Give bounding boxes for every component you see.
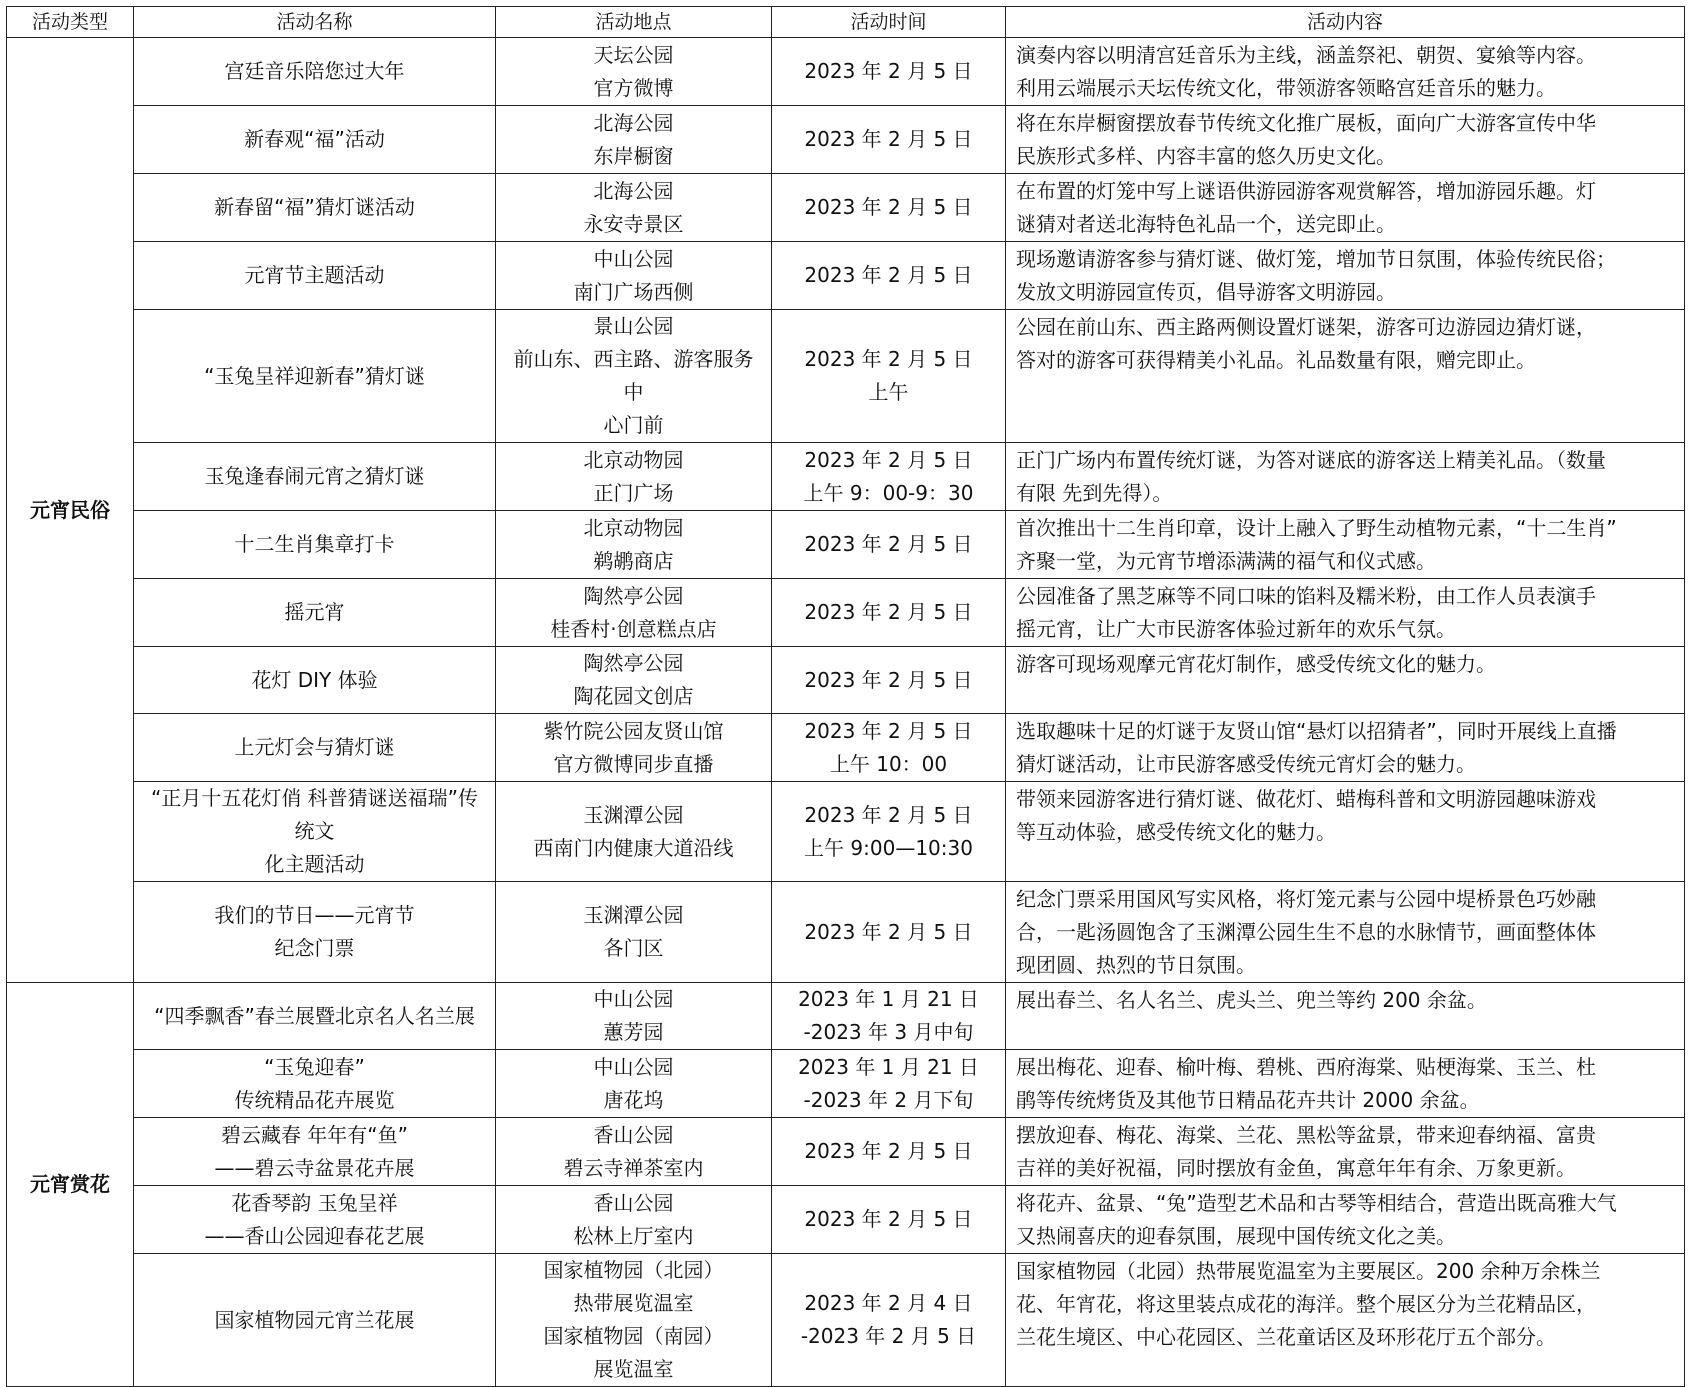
activity-place-cell-line: 北京动物园 (583, 447, 684, 472)
activity-name-cell-line: 化主题活动 (264, 852, 365, 876)
activity-content-cell (1006, 443, 1685, 511)
activity-time-cell (772, 714, 1006, 782)
activity-place-cell-line: 前山东、西主路、游客服务中 (513, 347, 754, 404)
activity-time-cell-line: 2023 年 2 月 5 日 (804, 195, 973, 219)
activity-name-cell-line: 花灯 DIY 体验 (251, 667, 378, 692)
activity-name-cell (134, 443, 496, 511)
activity-time-cell-line: 2023 年 2 月 5 日 (804, 59, 973, 83)
activity-name-cell-line: 上元灯会与猜灯谜 (234, 735, 395, 759)
activity-name-cell (134, 38, 496, 106)
activity-content-cell-line: 民族形式多样、内容丰富的悠久历史文化。 (1016, 144, 1396, 168)
activity-place-cell-line: 碧云寺禅茶室内 (563, 1155, 704, 1180)
activity-time-cell-line: -2023 年 3 月中旬 (803, 1020, 974, 1044)
activity-time-cell (772, 882, 1006, 983)
header-activity-name: 活动名称 (134, 7, 496, 38)
activity-time-cell-line: -2023 年 2 月下旬 (803, 1087, 974, 1112)
activity-name-cell-line: “玉兔呈祥迎新春”猜灯谜 (204, 363, 425, 388)
activity-content-cell (1006, 242, 1685, 310)
activity-name-cell (134, 1118, 496, 1186)
activity-content-cell (1006, 38, 1685, 106)
table-row (7, 242, 1685, 310)
activity-place-cell-line: 北京动物园 (583, 515, 684, 540)
activity-name-cell-line: 纪念门票 (274, 936, 355, 960)
activity-place-cell-line: 热带展览温室 (573, 1291, 694, 1315)
activity-time-cell-line: 2023 年 2 月 5 日 (804, 263, 973, 287)
activity-name-cell (134, 1186, 496, 1254)
table-row (7, 983, 1685, 1050)
activity-content-cell (1006, 1186, 1685, 1254)
activity-table (6, 6, 1685, 1387)
activity-place-cell (496, 1186, 772, 1254)
activity-place-cell-line: 南门广场西侧 (573, 279, 694, 304)
activity-time-cell-line: 2023 年 1 月 21 日 (798, 987, 979, 1011)
activity-name-cell (134, 174, 496, 242)
activity-content-cell-line: 纪念门票采用国风写实风格，将灯笼元素与公园中堤桥景色巧妙融 (1016, 887, 1596, 911)
activity-content-cell-line: 有限 先到先得）。 (1016, 481, 1173, 505)
activity-place-cell-line: 中山公园 (593, 1054, 674, 1079)
activity-time-cell-line: 2023 年 2 月 5 日 (804, 532, 973, 556)
activity-place-cell-line: 东岸橱窗 (593, 143, 674, 168)
activity-content-cell-line: 鹃等传统烤货及其他节日精品花卉共计 2000 余盆。 (1016, 1088, 1480, 1112)
activity-time-cell (772, 106, 1006, 174)
activity-content-cell-line: 展出春兰、名人名兰、虎头兰、兜兰等约 200 余盆。 (1016, 988, 1487, 1012)
category-cell: 元宵赏花 (7, 983, 134, 1387)
activity-time-cell (772, 1050, 1006, 1118)
activity-place-cell-line: 中山公园 (593, 987, 674, 1011)
activity-place-cell-line: 天坛公园 (593, 42, 674, 67)
table-row (7, 174, 1685, 242)
activity-name-cell (134, 882, 496, 983)
activity-content-cell-line: 展出梅花、迎春、榆叶梅、碧桃、西府海棠、贴梗海棠、玉兰、杜 (1016, 1055, 1596, 1079)
activity-content-cell-line: 公园在前山东、西主路两侧设置灯谜架，游客可边游园边猜灯谜， (1016, 315, 1596, 339)
activity-content-cell-line: 利用云端展示天坛传统文化，带领游客领略宫廷音乐的魅力。 (1016, 76, 1556, 100)
activity-time-cell-line: 2023 年 2 月 5 日 (804, 919, 973, 944)
activity-place-cell-line: 心门前 (603, 413, 664, 437)
activity-place-cell (496, 511, 772, 579)
activity-place-cell-line: 香山公园 (593, 1190, 674, 1215)
activity-time-cell (772, 443, 1006, 511)
activity-place-cell (496, 1254, 772, 1387)
activity-content-cell-line: 谜猜对者送北海特色礼品一个，送完即止。 (1016, 212, 1396, 236)
table-row (7, 38, 1685, 106)
activity-name-cell-line: ——香山公园迎春花艺展 (204, 1223, 425, 1248)
activity-content-cell (1006, 782, 1685, 882)
activity-place-cell (496, 782, 772, 882)
activity-content-cell-line: 在布置的灯笼中写上谜语供游园游客观赏解答，增加游园乐趣。灯 (1016, 179, 1596, 203)
table-row (7, 579, 1685, 647)
activity-time-cell-line: -2023 年 2 月 5 日 (800, 1324, 977, 1348)
table-row (7, 511, 1685, 579)
header-activity-content: 活动内容 (1006, 7, 1685, 38)
activity-time-cell-line: 2023 年 2 月 4 日 (804, 1291, 973, 1315)
activity-place-cell (496, 1118, 772, 1186)
activity-name-cell-line: 宫廷音乐陪您过大年 (224, 59, 405, 83)
activity-time-cell (772, 242, 1006, 310)
activity-name-cell-line: 玉兔逢春闹元宵之猜灯谜 (204, 464, 425, 488)
activity-name-cell-line: 花香琴韵 玉兔呈祥 (231, 1190, 398, 1215)
activity-content-cell-line: 演奏内容以明清宫廷音乐为主线，涵盖祭祀、朝贺、宴飨等内容。 (1016, 43, 1596, 67)
activity-name-cell-line: 我们的节日——元宵节 (214, 903, 415, 927)
category-cell: 元宵民俗 (7, 38, 134, 983)
activity-content-cell-line: 猜灯谜活动，让市民游客感受传统元宵灯会的魅力。 (1016, 752, 1476, 776)
activity-place-cell (496, 1050, 772, 1118)
table-row (7, 443, 1685, 511)
activity-time-cell-line: 2023 年 2 月 5 日 (804, 347, 973, 371)
activity-name-cell (134, 782, 496, 882)
activity-content-cell-line: 花、年宵花，将这里装点成花的海洋。整个展区分为兰花精品区， (1016, 1292, 1596, 1316)
activity-content-cell (1006, 1050, 1685, 1118)
activity-content-cell-line: 正门广场内布置传统灯谜，为答对谜底的游客送上精美礼品。（数量 (1016, 448, 1606, 472)
activity-content-cell-line: 将花卉、盆景、“兔”造型艺术品和古琴等相结合，营造出既高雅大气 (1016, 1191, 1617, 1215)
activity-time-cell (772, 782, 1006, 882)
activity-content-cell (1006, 882, 1685, 983)
table-row (7, 1118, 1685, 1186)
activity-place-cell-line: 永安寺景区 (583, 211, 684, 236)
activity-place-cell-line: 中山公园 (593, 246, 674, 271)
activity-content-cell-line: 游客可现场观摩元宵花灯制作，感受传统文化的魅力。 (1016, 652, 1496, 676)
activity-time-cell-line: 2023 年 2 月 5 日 (804, 127, 973, 151)
activity-content-cell (1006, 647, 1685, 714)
activity-name-cell (134, 579, 496, 647)
activity-time-cell (772, 511, 1006, 579)
activity-content-cell-line: 将在东岸橱窗摆放春节传统文化推广展板，面向广大游客宣传中华 (1016, 111, 1596, 135)
activity-place-cell-line: 官方微博同步直播 (553, 751, 714, 776)
activity-place-cell-line: 玉渊潭公园 (583, 903, 684, 927)
activity-time-cell (772, 174, 1006, 242)
activity-place-cell-line: 桂香村·创意糕点店 (550, 616, 717, 641)
activity-content-cell (1006, 511, 1685, 579)
activity-name-cell (134, 310, 496, 443)
activity-place-cell (496, 714, 772, 782)
activity-time-cell (772, 1254, 1006, 1387)
activity-content-cell-line: 答对的游客可获得精美小礼品。礼品数量有限，赠完即止。 (1016, 348, 1536, 372)
activity-place-cell-line: 各门区 (603, 936, 664, 960)
activity-name-cell (134, 1254, 496, 1387)
activity-time-cell-line: 上午 9:00—10:30 (804, 835, 973, 860)
activity-time-cell (772, 1186, 1006, 1254)
table-row (7, 106, 1685, 174)
activity-name-cell-line: “玉兔迎春” (264, 1054, 365, 1079)
activity-time-cell-line: 2023 年 1 月 21 日 (798, 1054, 979, 1079)
table-body (7, 38, 1685, 1387)
activity-place-cell-line: 紫竹院公园友贤山馆 (543, 718, 724, 743)
table-row (7, 647, 1685, 714)
activity-name-cell-line: ——碧云寺盆景花卉展 (214, 1155, 415, 1180)
activity-content-cell-line: 摇元宵，让广大市民游客体验过新年的欢乐气氛。 (1016, 617, 1456, 641)
activity-content-cell-line: 现团圆、热烈的节日氛围。 (1016, 953, 1256, 977)
activity-content-cell (1006, 106, 1685, 174)
activity-name-cell-line: “四季飘香”春兰展暨北京名人名兰展 (154, 1003, 475, 1028)
activity-place-cell (496, 983, 772, 1050)
activity-content-cell-line: 发放文明游园宣传页，倡导游客文明游园。 (1016, 280, 1396, 304)
activity-time-cell-line: 上午 (868, 380, 909, 404)
activity-name-cell-line: 新春观“福”活动 (244, 127, 385, 151)
activity-name-cell (134, 242, 496, 310)
activity-name-cell-line: 元宵节主题活动 (244, 263, 385, 287)
activity-place-cell-line: 官方微博 (593, 75, 674, 100)
table-row (7, 1050, 1685, 1118)
activity-place-cell-line: 国家植物园（北园） (543, 1258, 724, 1282)
activity-content-cell-line: 选取趣味十足的灯谜于友贤山馆“悬灯以招猜者”，同时开展线上直播 (1016, 719, 1617, 743)
table-row (7, 882, 1685, 983)
activity-place-cell-line: 陶花园文创店 (573, 684, 694, 708)
activity-content-cell-line: 公园准备了黑芝麻等不同口味的馅料及糯米粉，由工作人员表演手 (1016, 584, 1596, 608)
activity-place-cell-line: 陶然亭公园 (583, 651, 684, 675)
activity-name-cell (134, 1050, 496, 1118)
activity-time-cell-line: 2023 年 2 月 5 日 (804, 667, 973, 692)
activity-name-cell-line: “正月十五花灯俏 科普猜谜送福瑞”传统文 (150, 786, 479, 843)
activity-content-cell-line: 吉祥的美好祝福，同时摆放有金鱼，寓意年年有余、万象更新。 (1016, 1156, 1576, 1180)
activity-place-cell-line: 北海公园 (593, 110, 674, 135)
activity-name-cell-line: 碧云藏春 年年有“鱼” (220, 1122, 409, 1147)
activity-time-cell-line: 上午 10：00 (829, 751, 948, 776)
activity-place-cell (496, 443, 772, 511)
activity-content-cell-line: 国家植物园（北园）热带展览温室为主要展区。200 余种万余株兰 (1016, 1259, 1601, 1283)
activity-time-cell-line: 2023 年 2 月 5 日 (804, 1139, 973, 1163)
activity-place-cell-line: 景山公园 (593, 314, 674, 338)
activity-time-cell-line: 2023 年 2 月 5 日 (804, 1207, 973, 1231)
table-row (7, 310, 1685, 443)
table-row (7, 1254, 1685, 1387)
activity-place-cell (496, 242, 772, 310)
activity-time-cell-line: 2023 年 2 月 5 日 (804, 447, 973, 472)
activity-time-cell-line: 2023 年 2 月 5 日 (804, 600, 973, 624)
activity-content-cell-line: 带领来园游客进行猜灯谜、做花灯、蜡梅科普和文明游园趣味游戏 (1016, 787, 1596, 811)
activity-content-cell (1006, 1254, 1685, 1387)
activity-place-cell-line: 国家植物园（南园） (543, 1324, 724, 1348)
activity-place-cell (496, 882, 772, 983)
table-row (7, 714, 1685, 782)
header-activity-type: 活动类型 (7, 7, 134, 38)
activity-content-cell (1006, 579, 1685, 647)
activity-content-cell-line: 合，一匙汤圆饱含了玉渊潭公园生生不息的水脉情节，画面整体体 (1016, 920, 1596, 944)
activity-place-cell-line: 正门广场 (593, 480, 674, 505)
activity-content-cell-line: 兰花生境区、中心花园区、兰花童话区及环形花厅五个部分。 (1016, 1325, 1556, 1349)
activity-name-cell (134, 511, 496, 579)
activity-content-cell-line: 摆放迎春、梅花、海棠、兰花、黑松等盆景，带来迎春纳福、富贵 (1016, 1123, 1596, 1147)
activity-place-cell-line: 北海公园 (593, 178, 674, 203)
activity-content-cell-line: 首次推出十二生肖印章，设计上融入了野生动植物元素，“十二生肖” (1016, 516, 1617, 540)
activity-name-cell-line: 新春留“福”猜灯谜活动 (214, 195, 415, 219)
activity-place-cell (496, 310, 772, 443)
activity-time-cell-line: 2023 年 2 月 5 日 (804, 718, 973, 743)
activity-name-cell-line: 十二生肖集章打卡 (234, 532, 395, 556)
activity-content-cell (1006, 310, 1685, 443)
activity-name-cell (134, 647, 496, 714)
activity-content-cell (1006, 983, 1685, 1050)
activity-place-cell-line: 陶然亭公园 (583, 583, 684, 608)
header-activity-place: 活动地点 (496, 7, 772, 38)
activity-content-cell (1006, 1118, 1685, 1186)
activity-name-cell (134, 714, 496, 782)
header-row (7, 7, 1685, 38)
activity-time-cell (772, 310, 1006, 443)
activity-content-cell-line: 等互动体验，感受传统文化的魅力。 (1016, 820, 1336, 844)
activity-name-cell-line: 国家植物园元宵兰花展 (214, 1307, 415, 1332)
activity-content-cell-line: 齐聚一堂，为元宵节增添满满的福气和仪式感。 (1016, 549, 1436, 573)
activity-time-cell (772, 983, 1006, 1050)
activity-time-cell-line: 上午 9：00-9：30 (803, 480, 974, 505)
activity-content-cell (1006, 174, 1685, 242)
activity-name-cell (134, 983, 496, 1050)
table-row (7, 1186, 1685, 1254)
activity-place-cell-line: 展览温室 (593, 1357, 674, 1381)
activity-time-cell (772, 1118, 1006, 1186)
activity-content-cell-line: 现场邀请游客参与猜灯谜、做灯笼，增加节日氛围，体验传统民俗； (1016, 247, 1616, 271)
activity-place-cell-line: 唐花坞 (603, 1087, 664, 1112)
activity-place-cell (496, 174, 772, 242)
activity-name-cell (134, 106, 496, 174)
activity-place-cell-line: 蕙芳园 (603, 1020, 664, 1044)
activity-time-cell (772, 38, 1006, 106)
activity-place-cell-line: 西南门内健康大道沿线 (533, 835, 734, 860)
activity-place-cell-line: 鹈鹕商店 (593, 548, 674, 573)
activity-name-cell-line: 摇元宵 (284, 600, 345, 624)
activity-place-cell (496, 647, 772, 714)
activity-time-cell (772, 647, 1006, 714)
activity-name-cell-line: 传统精品花卉展览 (234, 1087, 395, 1112)
activity-content-cell-line: 又热闹喜庆的迎春氛围，展现中国传统文化之美。 (1016, 1224, 1456, 1248)
activity-place-cell-line: 松林上厅室内 (573, 1223, 694, 1248)
activity-place-cell (496, 579, 772, 647)
header-activity-time: 活动时间 (772, 7, 1006, 38)
activity-place-cell-line: 玉渊潭公园 (583, 802, 684, 827)
activity-time-cell-line: 2023 年 2 月 5 日 (804, 802, 973, 827)
table-row (7, 782, 1685, 882)
activity-time-cell (772, 579, 1006, 647)
activity-content-cell (1006, 714, 1685, 782)
activity-place-cell (496, 38, 772, 106)
activity-place-cell-line: 香山公园 (593, 1122, 674, 1147)
activity-place-cell (496, 106, 772, 174)
